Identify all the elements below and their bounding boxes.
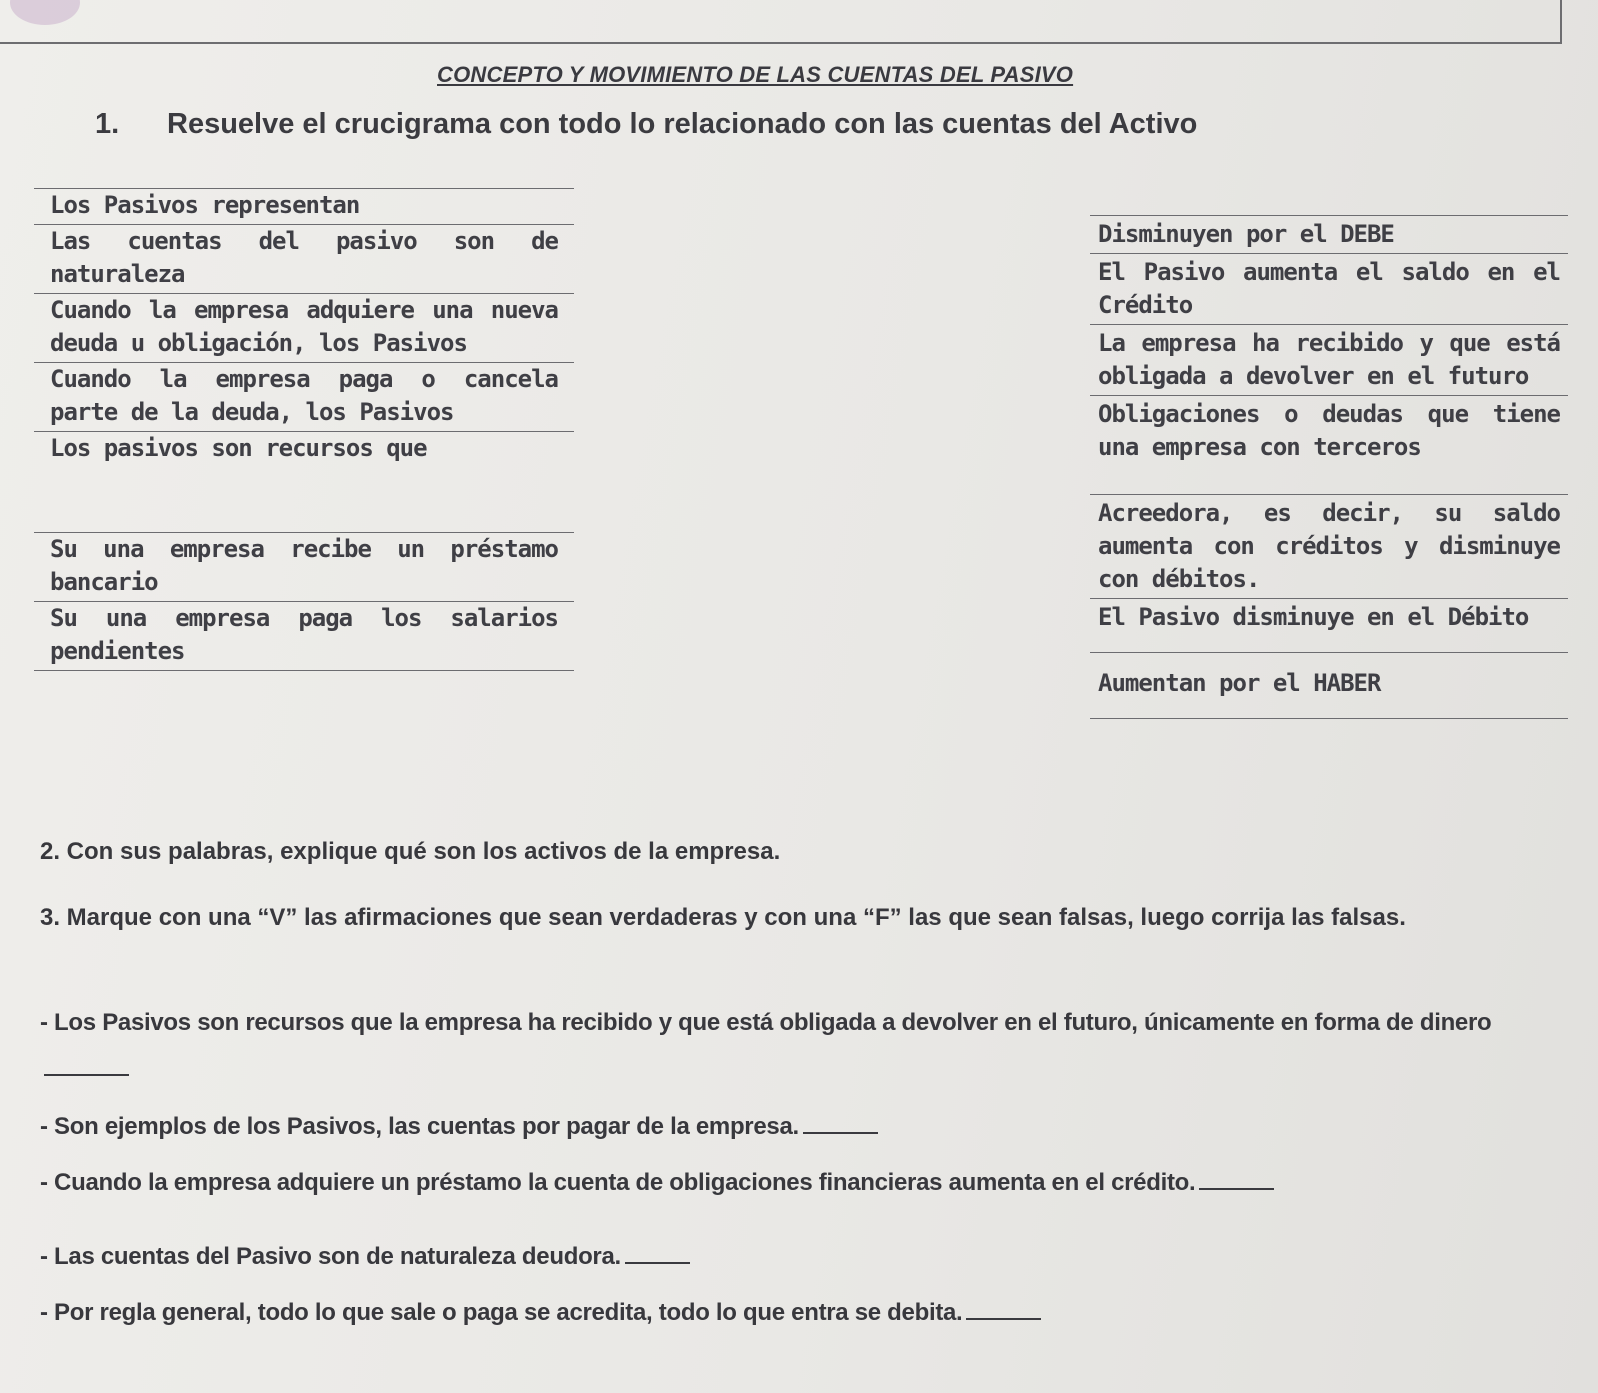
answer-blank[interactable] [966,1317,1041,1320]
statement-2-text: - Son ejemplos de los Pasivos, las cuentas por pagar de la empresa. [40,1113,799,1140]
right-definition: La empresa ha recibido y que está obligada a devolver en el futuro [1090,325,1568,396]
right-definition: Aumentan por el HABER [1090,653,1568,719]
header-box-border [0,0,1562,44]
answer-blank[interactable] [44,1073,129,1076]
statement-5 [40,1290,1041,1336]
statement-4 [40,1234,690,1280]
left-clue: Cuando la empresa paga o cancela parte de la deuda, los Pasivos [34,363,574,432]
statement-4-text: - Las cuentas del Pasivo son de naturaleza deudora. [40,1243,621,1270]
statement-5-text: - Por regla general, todo lo que sale o paga se acredita, todo lo que entra se debita. [40,1299,963,1326]
answer-blank[interactable] [803,1131,878,1134]
right-definition: Disminuyen por el DEBE [1090,215,1568,254]
left-clue: Cuando la empresa adquiere una nueva deuda u obligación, los Pasivos [34,294,574,363]
statement-3 [40,1160,1274,1206]
right-definition: Acreedora, es decir, su saldo aumenta con créditos y disminuye con débitos. [1090,495,1568,599]
left-clue: Los Pasivos representan [34,188,574,225]
left-clue: Los pasivos son recursos que [34,432,574,533]
right-definition: Obligaciones o deudas que tiene una empresa con terceros [1090,396,1568,495]
right-column-definitions [1090,215,1568,719]
question-1-text: Resuelve el crucigrama con todo lo relacionado con las cuentas del Activo [167,108,1198,140]
left-clue: Su una empresa paga los salarios pendientes [34,602,574,671]
question-1-number: 1. [95,108,120,140]
question-2: 2. Con sus palabras, explique qué son los activos de la empresa. [40,838,781,865]
left-clue: Las cuentas del pasivo son de naturaleza [34,225,574,294]
statement-1-text: - Los Pasivos son recursos que la empresa ha recibido y que está obligada a devolver en el futuro, únicamente en forma de dinero [40,1009,1492,1036]
left-clue: Su una empresa recibe un préstamo bancario [34,533,574,602]
answer-blank[interactable] [625,1261,690,1264]
right-definition: El Pasivo aumenta el saldo en el Crédito [1090,254,1568,325]
question-3: 3. Marque con una “V” las afirmaciones que sean verdaderas y con una “F” las que sean falsas, luego corrija las falsas. [40,904,1406,931]
worksheet-title: CONCEPTO Y MOVIMIENTO DE LAS CUENTAS DEL PASIVO [437,62,1074,87]
left-column-clues [34,188,574,671]
statement-1 [40,1000,1540,1092]
statement-2 [40,1104,878,1150]
statement-3-text: - Cuando la empresa adquiere un préstamo la cuenta de obligaciones financieras aumenta en el crédito. [40,1169,1196,1196]
question-1 [95,108,1197,141]
answer-blank[interactable] [1199,1187,1274,1190]
right-definition: El Pasivo disminuye en el Débito [1090,599,1568,653]
